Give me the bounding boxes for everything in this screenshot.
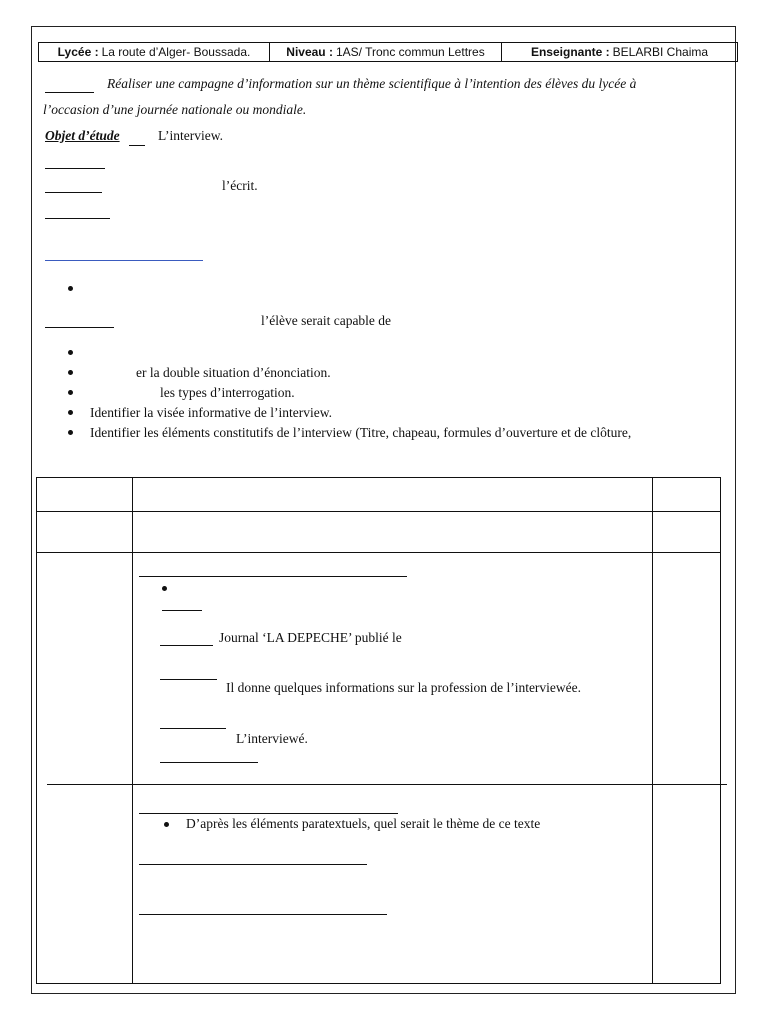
lycee-label: Lycée : xyxy=(57,45,99,59)
lycee-value: La route d’Alger- Boussada. xyxy=(101,45,251,59)
table-border xyxy=(132,477,133,984)
blank-line xyxy=(139,864,367,865)
header-niveau xyxy=(270,43,502,61)
blank-line xyxy=(160,645,213,646)
bullet xyxy=(68,390,73,395)
journal-text: Journal ‘LA DEPECHE’ publié le xyxy=(219,630,402,645)
blank-line xyxy=(160,728,226,729)
info-text: Il donne quelques informations sur la profession de l’interviewée. xyxy=(226,680,582,695)
objet-value: L’interview. xyxy=(158,128,223,143)
blank-line-blue xyxy=(45,260,203,261)
bullet xyxy=(68,430,73,435)
objective-item: les types d’interrogation. xyxy=(160,385,295,400)
niveau-label: Niveau : xyxy=(286,45,333,59)
enseignante-value: BELARBI Chaima xyxy=(612,45,709,59)
table-border xyxy=(36,552,721,553)
project-line-1: Réaliser une campagne d’information sur un thème scientifique à l’intention des élèves du lycée à xyxy=(107,76,637,91)
enseignante-label: Enseignante : xyxy=(530,45,610,59)
table-border xyxy=(36,983,721,984)
bullet xyxy=(68,410,73,415)
table-border xyxy=(36,511,721,512)
interviewe-text: L’interviewé. xyxy=(236,731,308,746)
blank-line xyxy=(129,145,145,146)
bullet xyxy=(162,586,167,591)
blank-line xyxy=(45,192,102,193)
table-border xyxy=(47,784,727,785)
ecrit-text: l’écrit. xyxy=(222,178,258,193)
table-border xyxy=(652,477,653,984)
blank-line xyxy=(139,576,407,577)
niveau-value: 1AS/ Tronc commun Lettres xyxy=(335,45,485,59)
blank-line xyxy=(45,218,110,219)
blank-line xyxy=(160,762,258,763)
objective-item: Identifier les éléments constitutifs de l’interview (Titre, chapeau, formules d’ouverture et de clôture, xyxy=(90,425,632,440)
project-line-2: l’occasion d’une journée nationale ou mondiale. xyxy=(43,102,307,117)
bullet xyxy=(68,370,73,375)
bullet xyxy=(164,822,169,827)
bullet xyxy=(68,286,73,291)
page-frame xyxy=(31,26,736,994)
table-border xyxy=(36,477,37,984)
header-lycee xyxy=(39,43,270,61)
blank-line xyxy=(139,914,387,915)
question-text: D’après les éléments paratextuels, quel serait le thème de ce texte xyxy=(186,816,541,831)
objet-label: Objet d’étude xyxy=(45,128,120,143)
header-table xyxy=(38,42,738,62)
blank-line xyxy=(45,168,105,169)
bullet xyxy=(68,350,73,355)
objective-item: Identifier la visée informative de l’interview. xyxy=(90,405,333,420)
blank-line xyxy=(139,813,398,814)
table-border xyxy=(36,477,721,478)
objective-item: er la double situation d’énonciation. xyxy=(136,365,331,380)
table-border xyxy=(720,477,721,984)
header-enseignante xyxy=(502,43,737,61)
blank-line xyxy=(162,610,202,611)
objectives-intro: l’élève serait capable de xyxy=(261,313,392,328)
blank-line xyxy=(45,92,94,93)
blank-line xyxy=(45,327,114,328)
blank-line xyxy=(160,679,217,680)
